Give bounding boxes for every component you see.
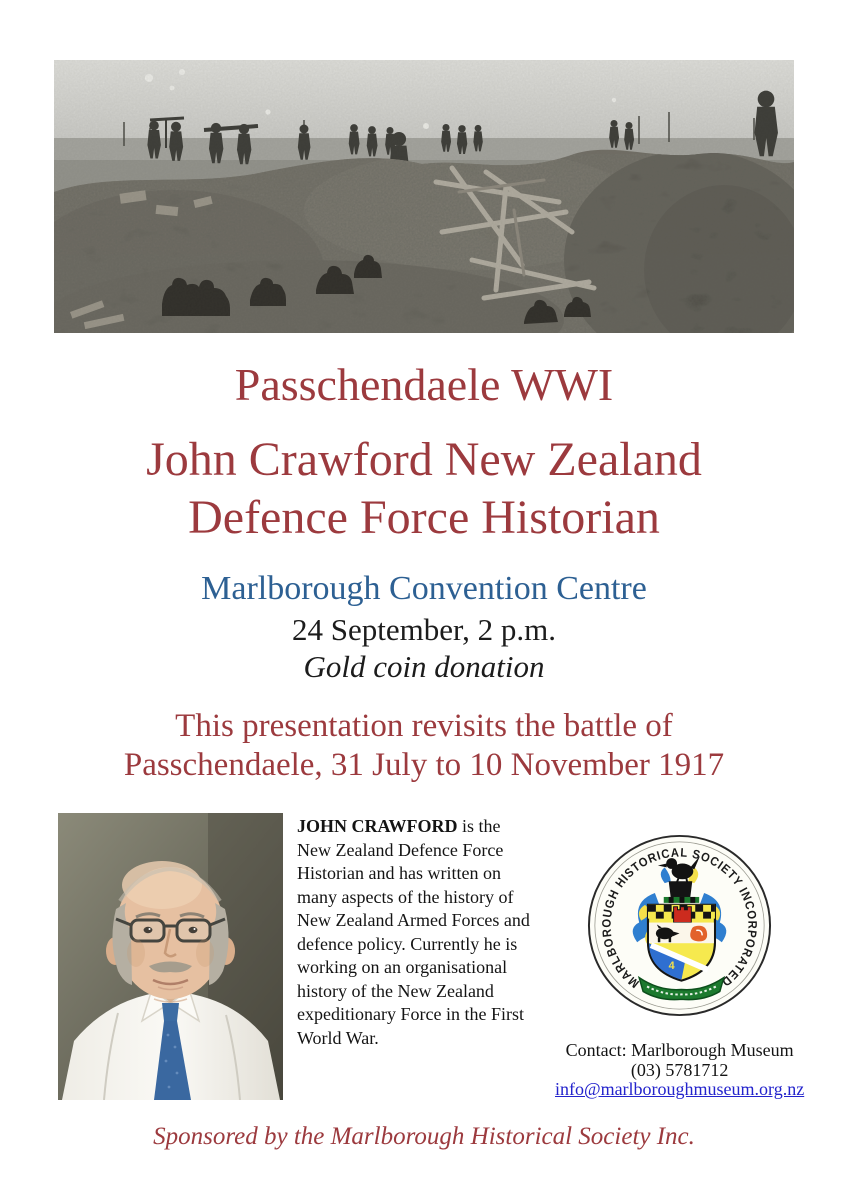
presentation-description-line1: This presentation revisits the battle of [175,708,673,744]
speaker-title [0,431,848,547]
speaker-bio [297,813,533,1100]
speaker-bio-text: is the New Zealand Defence Force Historian and has written on many aspects of the history of New Zealand Armed Forces and defence policy. Currently he is working on an organisational history of the New Zealand expeditionary Force in the First World War. [297,816,530,1048]
speaker-title-line2: Defence Force Historian [188,491,660,544]
logo-ring-text: MARLBOROUGH HISTORICAL SOCIETY INCORPORATED [599,845,760,991]
right-column [533,813,804,1100]
contact-email-link[interactable]: info@marlboroughmuseum.org.nz [555,1079,805,1099]
event-datetime: 24 September, 2 p.m. [292,612,556,647]
speaker-title-line1: John Crawford New Zealand [146,433,702,486]
contact-phone: (03) 5781712 [630,1059,729,1080]
wwi-trench-photo [54,60,794,333]
logo-shield [648,905,715,981]
venue-name: Marlborough Convention Centre [201,570,647,607]
svg-text:4: 4 [668,959,675,972]
page-title: Passchendaele WWI [234,359,614,410]
speaker-portrait-photo [58,813,283,1100]
donation-note: Gold coin donation [303,649,545,684]
presentation-description [0,707,848,785]
contact-line: Contact: Marlborough Museum [565,1040,794,1060]
portrait-tie [162,1003,179,1021]
speaker-name: JOHN CRAWFORD [297,816,458,836]
contact-block [555,1041,804,1100]
historical-society-logo [586,832,773,1019]
bottom-section [58,813,805,1100]
presentation-description-line2: Passchendaele, 31 July to 10 November 1917 [123,747,725,783]
sponsored-line: Sponsored by the Marlborough Historical Society Inc. [153,1123,695,1150]
